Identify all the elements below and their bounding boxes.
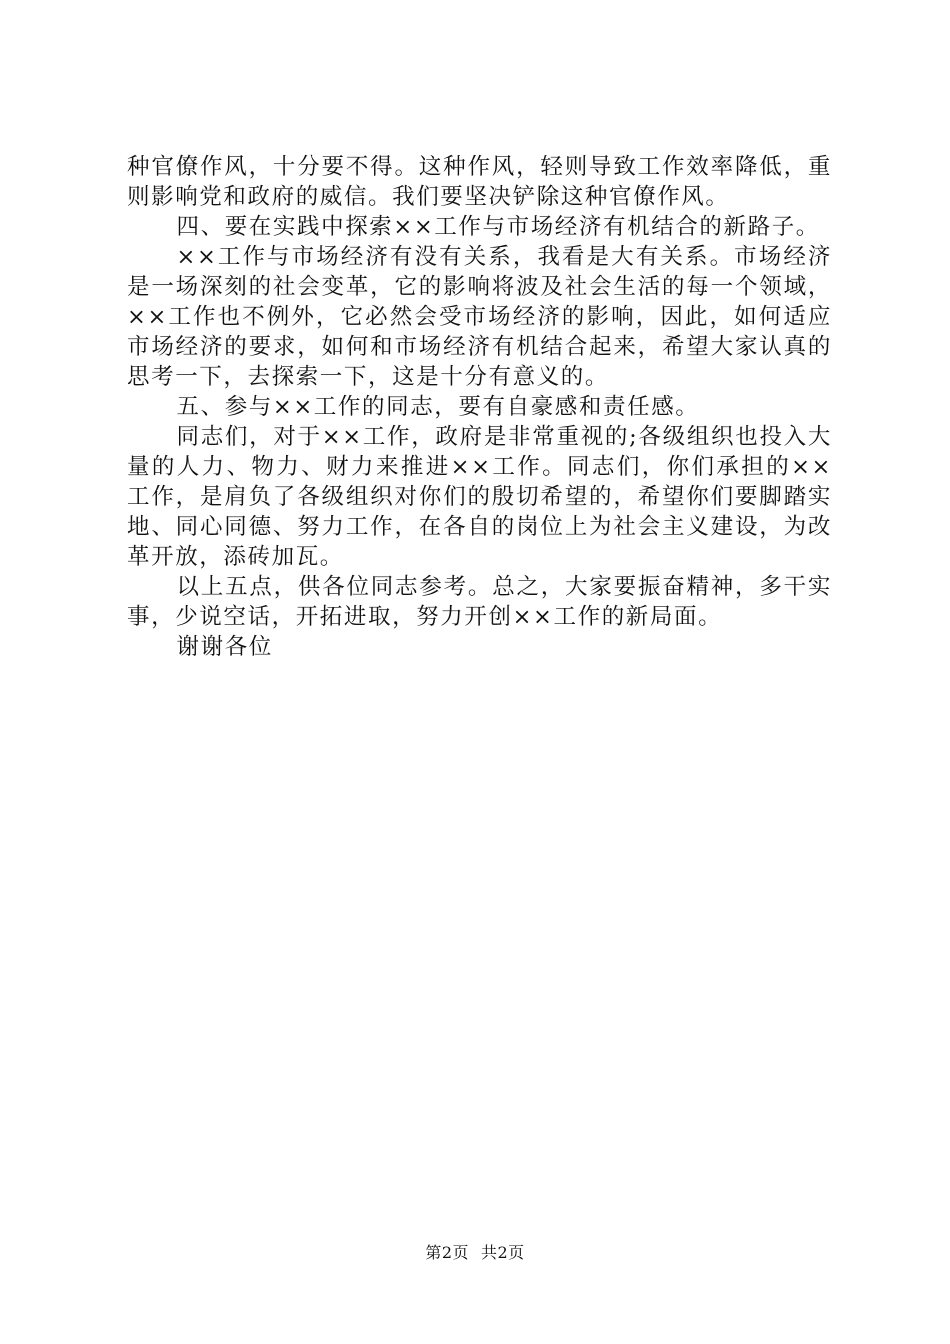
page-footer [0, 1242, 950, 1264]
paragraph-market-economy: ××工作与市场经济有没有关系，我看是大有关系。市场经济是一场深刻的社会变革，它的影响将波及社会生活的每一个领域，××工作也不例外，它必然会受市场经济的影响，因此，如何适应市场经济的要求，如何和市场经济有机结合起来，希望大家认真的思考一下，去探索一下，这是十分有意义的。 [127, 244, 832, 390]
paragraph-comrades: 同志们，对于××工作，政府是非常重视的;各级组织也投入大量的人力、物力、财力来推进××工作。同志们，你们承担的××工作，是肩负了各级组织对你们的殷切希望的，希望你们要脚踏实地、同心同德、努力工作，在各自的岗位上为社会主义建设，为改革开放，添砖加瓦。 [127, 424, 832, 570]
paragraph-point-five-heading: 五、参与××工作的同志，要有自豪感和责任感。 [176, 394, 700, 420]
paragraph-point-four-heading: 四、要在实践中探索××工作与市场经济有机结合的新路子。 [176, 214, 820, 240]
paragraph-summary: 以上五点，供各位同志参考。总之，大家要振奋精神，多干实事，少说空话，开拓进取，努力开创××工作的新局面。 [127, 574, 832, 630]
paragraph-closing-thanks: 谢谢各位 [176, 634, 273, 660]
page-total-label: 共2页 [481, 1243, 525, 1262]
paragraph-continuation: 种官僚作风，十分要不得。这种作风，轻则导致工作效率降低，重则影响党和政府的威信。我们要坚决铲除这种官僚作风。 [127, 154, 832, 210]
page-number-label: 第2页 [425, 1243, 469, 1262]
document-body [127, 152, 832, 662]
